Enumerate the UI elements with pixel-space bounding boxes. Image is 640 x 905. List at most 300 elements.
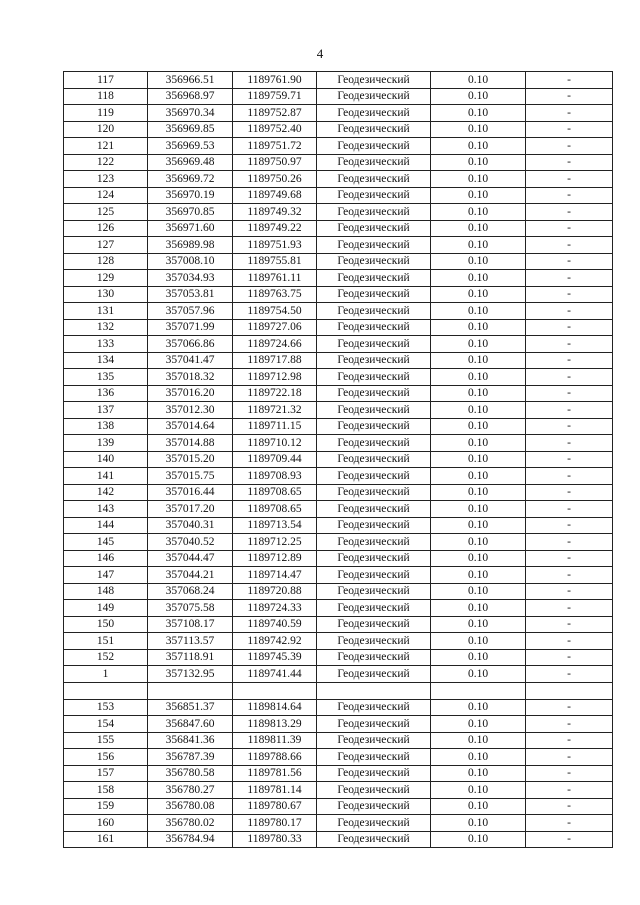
method-cell: Геодезический (317, 154, 431, 171)
table-row (64, 782, 613, 799)
point-number-cell: 130 (64, 286, 148, 303)
point-number-cell: 137 (64, 402, 148, 419)
y-coordinate-cell: 1189781.56 (233, 765, 317, 782)
point-number-cell: 122 (64, 154, 148, 171)
method-cell: Геодезический (317, 815, 431, 832)
description-cell: - (526, 121, 613, 138)
y-coordinate-cell: 1189741.44 (233, 666, 317, 683)
table-row (64, 517, 613, 534)
table-row (64, 716, 613, 733)
point-number-cell: 147 (64, 567, 148, 584)
x-coordinate-cell: 356841.36 (148, 732, 233, 749)
accuracy-cell: 0.10 (431, 583, 526, 600)
point-number-cell: 126 (64, 220, 148, 237)
accuracy-cell: 0.10 (431, 501, 526, 518)
accuracy-cell: 0.10 (431, 716, 526, 733)
accuracy-cell: 0.10 (431, 435, 526, 452)
y-coordinate-cell: 1189713.54 (233, 517, 317, 534)
method-cell: Геодезический (317, 121, 431, 138)
point-number-cell: 135 (64, 369, 148, 386)
x-coordinate-cell: 357118.91 (148, 649, 233, 666)
table-row (64, 319, 613, 336)
method-cell: Геодезический (317, 534, 431, 551)
method-cell: Геодезический (317, 385, 431, 402)
x-coordinate-cell: 356780.02 (148, 815, 233, 832)
accuracy-cell: 0.10 (431, 88, 526, 105)
x-coordinate-cell: 356784.94 (148, 831, 233, 848)
y-coordinate-cell: 1189749.32 (233, 204, 317, 221)
y-coordinate-cell: 1189752.87 (233, 105, 317, 122)
y-coordinate-cell: 1189763.75 (233, 286, 317, 303)
y-coordinate-cell: 1189788.66 (233, 749, 317, 766)
accuracy-cell (431, 682, 526, 699)
description-cell: - (526, 270, 613, 287)
y-coordinate-cell: 1189708.65 (233, 501, 317, 518)
x-coordinate-cell: 356780.27 (148, 782, 233, 799)
point-number-cell: 149 (64, 600, 148, 617)
method-cell: Геодезический (317, 732, 431, 749)
description-cell: - (526, 583, 613, 600)
accuracy-cell: 0.10 (431, 600, 526, 617)
y-coordinate-cell: 1189780.17 (233, 815, 317, 832)
point-number-cell: 123 (64, 171, 148, 188)
point-number-cell: 117 (64, 72, 148, 89)
accuracy-cell: 0.10 (431, 567, 526, 584)
point-number-cell: 129 (64, 270, 148, 287)
x-coordinate-cell: 357075.58 (148, 600, 233, 617)
y-coordinate-cell: 1189712.89 (233, 550, 317, 567)
y-coordinate-cell: 1189740.59 (233, 616, 317, 633)
table-row (64, 154, 613, 171)
description-cell: - (526, 303, 613, 320)
table-row (64, 336, 613, 353)
accuracy-cell: 0.10 (431, 171, 526, 188)
method-cell: Геодезический (317, 237, 431, 254)
point-number-cell: 121 (64, 138, 148, 155)
accuracy-cell: 0.10 (431, 352, 526, 369)
y-coordinate-cell: 1189724.33 (233, 600, 317, 617)
x-coordinate-cell: 357041.47 (148, 352, 233, 369)
accuracy-cell: 0.10 (431, 732, 526, 749)
accuracy-cell: 0.10 (431, 336, 526, 353)
point-number-cell: 138 (64, 418, 148, 435)
accuracy-cell: 0.10 (431, 484, 526, 501)
point-number-cell: 125 (64, 204, 148, 221)
y-coordinate-cell: 1189712.25 (233, 534, 317, 551)
table-row (64, 583, 613, 600)
y-coordinate-cell: 1189714.47 (233, 567, 317, 584)
x-coordinate-cell: 357040.52 (148, 534, 233, 551)
table-row (64, 732, 613, 749)
y-coordinate-cell: 1189745.39 (233, 649, 317, 666)
description-cell: - (526, 418, 613, 435)
point-number-cell: 1 (64, 666, 148, 683)
x-coordinate-cell: 356780.08 (148, 798, 233, 815)
table-row (64, 534, 613, 551)
point-number-cell: 136 (64, 385, 148, 402)
description-cell: - (526, 633, 613, 650)
accuracy-cell: 0.10 (431, 402, 526, 419)
table-row (64, 600, 613, 617)
accuracy-cell: 0.10 (431, 72, 526, 89)
table-row (64, 699, 613, 716)
description-cell: - (526, 749, 613, 766)
x-coordinate-cell: 356966.51 (148, 72, 233, 89)
y-coordinate-cell: 1189755.81 (233, 253, 317, 270)
method-cell: Геодезический (317, 583, 431, 600)
point-number-cell: 154 (64, 716, 148, 733)
method-cell: Геодезический (317, 253, 431, 270)
method-cell: Геодезический (317, 633, 431, 650)
description-cell: - (526, 567, 613, 584)
x-coordinate-cell: 357057.96 (148, 303, 233, 320)
x-coordinate-cell: 357014.88 (148, 435, 233, 452)
point-number-cell (64, 682, 148, 699)
point-number-cell: 139 (64, 435, 148, 452)
description-cell: - (526, 402, 613, 419)
point-number-cell: 157 (64, 765, 148, 782)
y-coordinate-cell: 1189761.11 (233, 270, 317, 287)
x-coordinate-cell: 356970.85 (148, 204, 233, 221)
y-coordinate-cell: 1189727.06 (233, 319, 317, 336)
point-number-cell: 151 (64, 633, 148, 650)
y-coordinate-cell: 1189722.18 (233, 385, 317, 402)
table-row (64, 435, 613, 452)
table-row (64, 815, 613, 832)
description-cell: - (526, 534, 613, 551)
method-cell: Геодезический (317, 749, 431, 766)
method-cell: Геодезический (317, 716, 431, 733)
table-row (64, 121, 613, 138)
method-cell: Геодезический (317, 88, 431, 105)
description-cell: - (526, 798, 613, 815)
table-row (64, 72, 613, 89)
description-cell: - (526, 484, 613, 501)
method-cell: Геодезический (317, 798, 431, 815)
description-cell: - (526, 699, 613, 716)
point-number-cell: 127 (64, 237, 148, 254)
y-coordinate-cell: 1189780.33 (233, 831, 317, 848)
method-cell: Геодезический (317, 336, 431, 353)
table-row (64, 616, 613, 633)
table-row (64, 204, 613, 221)
point-number-cell: 155 (64, 732, 148, 749)
method-cell: Геодезический (317, 649, 431, 666)
table-row (64, 237, 613, 254)
y-coordinate-cell: 1189712.98 (233, 369, 317, 386)
method-cell: Геодезический (317, 435, 431, 452)
method-cell: Геодезический (317, 501, 431, 518)
table-row (64, 402, 613, 419)
description-cell: - (526, 765, 613, 782)
accuracy-cell: 0.10 (431, 649, 526, 666)
method-cell: Геодезический (317, 105, 431, 122)
accuracy-cell: 0.10 (431, 765, 526, 782)
table-row (64, 765, 613, 782)
point-number-cell: 141 (64, 468, 148, 485)
accuracy-cell: 0.10 (431, 749, 526, 766)
x-coordinate-cell: 357071.99 (148, 319, 233, 336)
description-cell: - (526, 336, 613, 353)
x-coordinate-cell: 356970.34 (148, 105, 233, 122)
table-row (64, 501, 613, 518)
x-coordinate-cell: 357068.24 (148, 583, 233, 600)
table-row (64, 649, 613, 666)
description-cell: - (526, 451, 613, 468)
description-cell: - (526, 105, 613, 122)
x-coordinate-cell: 356851.37 (148, 699, 233, 716)
coordinates-table (63, 71, 613, 848)
accuracy-cell: 0.10 (431, 105, 526, 122)
y-coordinate-cell: 1189781.14 (233, 782, 317, 799)
method-cell: Геодезический (317, 402, 431, 419)
accuracy-cell: 0.10 (431, 451, 526, 468)
description-cell: - (526, 253, 613, 270)
table-row (64, 286, 613, 303)
description-cell (526, 682, 613, 699)
point-number-cell: 124 (64, 187, 148, 204)
point-number-cell: 119 (64, 105, 148, 122)
y-coordinate-cell: 1189752.40 (233, 121, 317, 138)
accuracy-cell: 0.10 (431, 468, 526, 485)
table-row (64, 468, 613, 485)
x-coordinate-cell: 357008.10 (148, 253, 233, 270)
accuracy-cell: 0.10 (431, 517, 526, 534)
x-coordinate-cell: 357015.75 (148, 468, 233, 485)
accuracy-cell: 0.10 (431, 782, 526, 799)
point-number-cell: 120 (64, 121, 148, 138)
method-cell: Геодезический (317, 204, 431, 221)
description-cell: - (526, 171, 613, 188)
method-cell: Геодезический (317, 286, 431, 303)
description-cell: - (526, 435, 613, 452)
table-row (64, 798, 613, 815)
description-cell: - (526, 187, 613, 204)
method-cell (317, 682, 431, 699)
x-coordinate-cell: 357016.20 (148, 385, 233, 402)
x-coordinate-cell: 356969.72 (148, 171, 233, 188)
x-coordinate-cell: 356969.85 (148, 121, 233, 138)
method-cell: Геодезический (317, 418, 431, 435)
accuracy-cell: 0.10 (431, 666, 526, 683)
description-cell: - (526, 782, 613, 799)
table-row (64, 831, 613, 848)
description-cell: - (526, 138, 613, 155)
accuracy-cell: 0.10 (431, 220, 526, 237)
accuracy-cell: 0.10 (431, 253, 526, 270)
accuracy-cell: 0.10 (431, 798, 526, 815)
table-row (64, 105, 613, 122)
point-number-cell: 161 (64, 831, 148, 848)
description-cell: - (526, 204, 613, 221)
table-row (64, 369, 613, 386)
point-number-cell: 133 (64, 336, 148, 353)
x-coordinate-cell: 356989.98 (148, 237, 233, 254)
point-number-cell: 160 (64, 815, 148, 832)
point-number-cell: 148 (64, 583, 148, 600)
y-coordinate-cell: 1189742.92 (233, 633, 317, 650)
method-cell: Геодезический (317, 220, 431, 237)
x-coordinate-cell: 357044.47 (148, 550, 233, 567)
accuracy-cell: 0.10 (431, 385, 526, 402)
y-coordinate-cell: 1189814.64 (233, 699, 317, 716)
method-cell: Геодезический (317, 550, 431, 567)
y-coordinate-cell: 1189709.44 (233, 451, 317, 468)
accuracy-cell: 0.10 (431, 831, 526, 848)
accuracy-cell: 0.10 (431, 369, 526, 386)
x-coordinate-cell: 357017.20 (148, 501, 233, 518)
accuracy-cell: 0.10 (431, 237, 526, 254)
x-coordinate-cell: 357018.32 (148, 369, 233, 386)
method-cell: Геодезический (317, 616, 431, 633)
y-coordinate-cell: 1189751.93 (233, 237, 317, 254)
accuracy-cell: 0.10 (431, 319, 526, 336)
x-coordinate-cell: 357034.93 (148, 270, 233, 287)
y-coordinate-cell: 1189749.68 (233, 187, 317, 204)
table-row (64, 138, 613, 155)
y-coordinate-cell: 1189750.97 (233, 154, 317, 171)
table-row (64, 171, 613, 188)
method-cell: Геодезический (317, 319, 431, 336)
x-coordinate-cell: 357108.17 (148, 616, 233, 633)
x-coordinate-cell: 357015.20 (148, 451, 233, 468)
y-coordinate-cell: 1189761.90 (233, 72, 317, 89)
method-cell: Геодезический (317, 765, 431, 782)
accuracy-cell: 0.10 (431, 286, 526, 303)
table-row (64, 253, 613, 270)
point-number-cell: 145 (64, 534, 148, 551)
point-number-cell: 144 (64, 517, 148, 534)
description-cell: - (526, 501, 613, 518)
method-cell: Геодезический (317, 567, 431, 584)
method-cell: Геодезический (317, 270, 431, 287)
description-cell: - (526, 385, 613, 402)
point-number-cell: 152 (64, 649, 148, 666)
point-number-cell: 134 (64, 352, 148, 369)
x-coordinate-cell (148, 682, 233, 699)
method-cell: Геодезический (317, 666, 431, 683)
x-coordinate-cell: 356847.60 (148, 716, 233, 733)
description-cell: - (526, 154, 613, 171)
table-row (64, 550, 613, 567)
table-row (64, 220, 613, 237)
description-cell: - (526, 666, 613, 683)
description-cell: - (526, 88, 613, 105)
point-number-cell: 153 (64, 699, 148, 716)
point-number-cell: 140 (64, 451, 148, 468)
method-cell: Геодезический (317, 484, 431, 501)
x-coordinate-cell: 357012.30 (148, 402, 233, 419)
table-row (64, 666, 613, 683)
method-cell: Геодезический (317, 782, 431, 799)
description-cell: - (526, 550, 613, 567)
y-coordinate-cell: 1189780.67 (233, 798, 317, 815)
point-number-cell: 156 (64, 749, 148, 766)
x-coordinate-cell: 357113.57 (148, 633, 233, 650)
description-cell: - (526, 319, 613, 336)
description-cell: - (526, 517, 613, 534)
y-coordinate-cell: 1189813.29 (233, 716, 317, 733)
x-coordinate-cell: 357044.21 (148, 567, 233, 584)
method-cell: Геодезический (317, 451, 431, 468)
y-coordinate-cell: 1189717.88 (233, 352, 317, 369)
point-number-cell: 146 (64, 550, 148, 567)
table-row (64, 633, 613, 650)
description-cell: - (526, 649, 613, 666)
y-coordinate-cell: 1189759.71 (233, 88, 317, 105)
y-coordinate-cell: 1189724.66 (233, 336, 317, 353)
method-cell: Геодезический (317, 699, 431, 716)
x-coordinate-cell: 357066.86 (148, 336, 233, 353)
description-cell: - (526, 600, 613, 617)
x-coordinate-cell: 356968.97 (148, 88, 233, 105)
table-row (64, 270, 613, 287)
point-number-cell: 132 (64, 319, 148, 336)
table-row (64, 303, 613, 320)
description-cell: - (526, 220, 613, 237)
description-cell: - (526, 815, 613, 832)
method-cell: Геодезический (317, 369, 431, 386)
accuracy-cell: 0.10 (431, 270, 526, 287)
table-row (64, 88, 613, 105)
table-row (64, 418, 613, 435)
accuracy-cell: 0.10 (431, 303, 526, 320)
table-row (64, 682, 613, 699)
method-cell: Геодезический (317, 831, 431, 848)
description-cell: - (526, 286, 613, 303)
description-cell: - (526, 72, 613, 89)
accuracy-cell: 0.10 (431, 699, 526, 716)
accuracy-cell: 0.10 (431, 633, 526, 650)
accuracy-cell: 0.10 (431, 204, 526, 221)
description-cell: - (526, 831, 613, 848)
table-row (64, 385, 613, 402)
method-cell: Геодезический (317, 352, 431, 369)
y-coordinate-cell: 1189749.22 (233, 220, 317, 237)
y-coordinate-cell: 1189720.88 (233, 583, 317, 600)
accuracy-cell: 0.10 (431, 815, 526, 832)
description-cell: - (526, 237, 613, 254)
method-cell: Геодезический (317, 72, 431, 89)
y-coordinate-cell: 1189811.39 (233, 732, 317, 749)
x-coordinate-cell: 357016.44 (148, 484, 233, 501)
description-cell: - (526, 369, 613, 386)
accuracy-cell: 0.10 (431, 187, 526, 204)
y-coordinate-cell: 1189708.65 (233, 484, 317, 501)
method-cell: Геодезический (317, 303, 431, 320)
x-coordinate-cell: 356969.48 (148, 154, 233, 171)
description-cell: - (526, 616, 613, 633)
table-row (64, 484, 613, 501)
point-number-cell: 142 (64, 484, 148, 501)
y-coordinate-cell: 1189708.93 (233, 468, 317, 485)
table-row (64, 567, 613, 584)
method-cell: Геодезический (317, 468, 431, 485)
accuracy-cell: 0.10 (431, 616, 526, 633)
description-cell: - (526, 732, 613, 749)
accuracy-cell: 0.10 (431, 534, 526, 551)
x-coordinate-cell: 357132.95 (148, 666, 233, 683)
x-coordinate-cell: 357014.64 (148, 418, 233, 435)
table-row (64, 352, 613, 369)
x-coordinate-cell: 356787.39 (148, 749, 233, 766)
accuracy-cell: 0.10 (431, 138, 526, 155)
y-coordinate-cell: 1189721.32 (233, 402, 317, 419)
description-cell: - (526, 352, 613, 369)
x-coordinate-cell: 356970.19 (148, 187, 233, 204)
point-number-cell: 118 (64, 88, 148, 105)
x-coordinate-cell: 357040.31 (148, 517, 233, 534)
